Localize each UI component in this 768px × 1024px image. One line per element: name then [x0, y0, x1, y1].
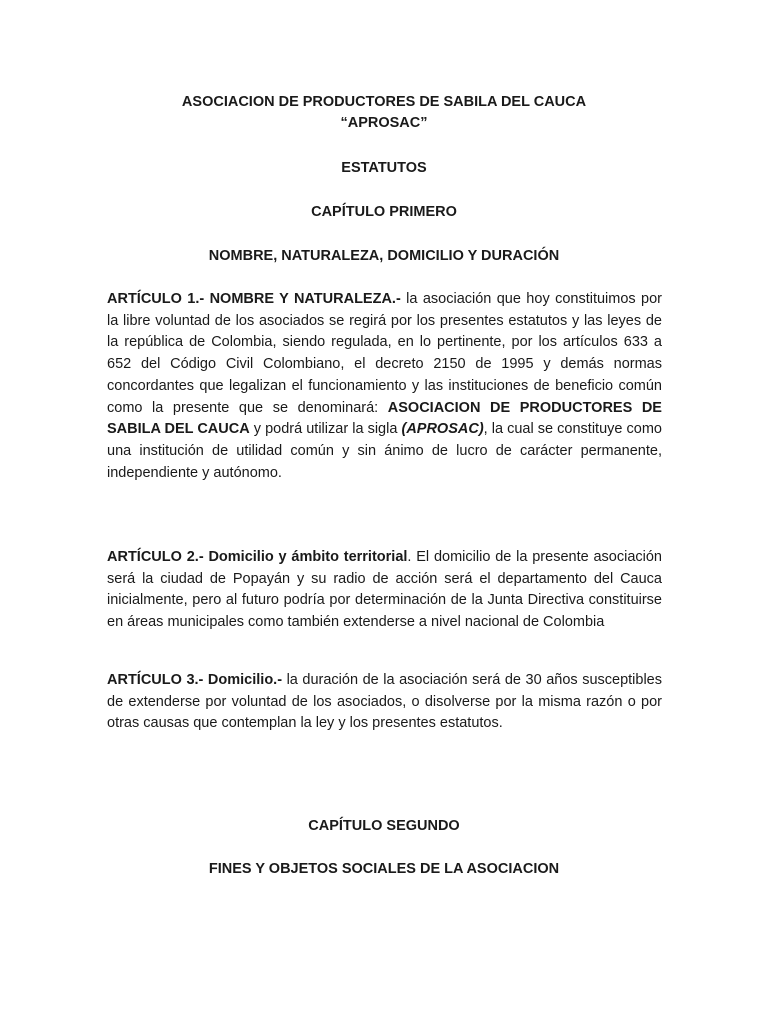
org-name-heading: ASOCIACION DE PRODUCTORES DE SABILA DEL CAUCA	[181, 94, 587, 110]
article1-sigla: (APROSAC)	[401, 421, 484, 438]
article3-paragraph	[107, 670, 662, 735]
article2-paragraph	[107, 547, 662, 634]
chapter2-title: CAPÍTULO SEGUNDO	[308, 818, 460, 834]
article1-text1: la asociación que hoy constituimos por la libre voluntad de los asociados se regirá por los presentes estatutos y las leyes de la república de Colombia, siendo regulada, en lo pertinente, por los artículos 633 a 652 del Código Civil Colombiano, el decreto 2150 de 1995 y demás normas concordantes que legalizan el funcionamiento y las instituciones de beneficio común como la presente que se denominará:	[107, 291, 662, 416]
chapter1-subtitle: NOMBRE, NATURALEZA, DOMICILIO Y DURACIÓN	[208, 248, 560, 264]
article2-heading: ARTÍCULO 2.- Domicilio y ámbito territorial	[107, 549, 408, 565]
article1-text2: y podrá utilizar la sigla	[249, 421, 402, 438]
article1-heading: ARTÍCULO 1.- NOMBRE Y NATURALEZA.-	[107, 291, 401, 307]
article3-heading: ARTÍCULO 3.- Domicilio.-	[107, 672, 283, 688]
chapter2-subtitle: FINES Y OBJETOS SOCIALES DE LA ASOCIACION	[208, 861, 560, 877]
article1-text3: , la cual se constituye como una institución de utilidad común y sin ánimo de lucro de carácter permanente, independiente y autónomo.	[107, 421, 662, 481]
article1-paragraph	[107, 289, 662, 484]
article3-text: la duración de la asociación será de 30 años susceptibles de extenderse por voluntad de los asociados, o disolverse por la misma razón o por otras causas que contemplan la ley y los presentes estatutos.	[107, 672, 662, 732]
article1-org-name: ASOCIACION DE PRODUCTORES DE SABILA DEL CAUCA	[107, 399, 662, 438]
document-title: ESTATUTOS	[341, 160, 427, 176]
acronym-heading: “APROSAC”	[340, 115, 428, 131]
chapter1-title: CAPÍTULO PRIMERO	[311, 204, 457, 220]
article2-text: . El domicilio de la presente asociación será la ciudad de Popayán y su radio de acción será el departamento del Cauca inicialmente, pero al futuro podría por determinación de la Junta Directiva constituirse en áreas municipales como también extenderse a nivel nacional de Colombia	[107, 549, 662, 631]
